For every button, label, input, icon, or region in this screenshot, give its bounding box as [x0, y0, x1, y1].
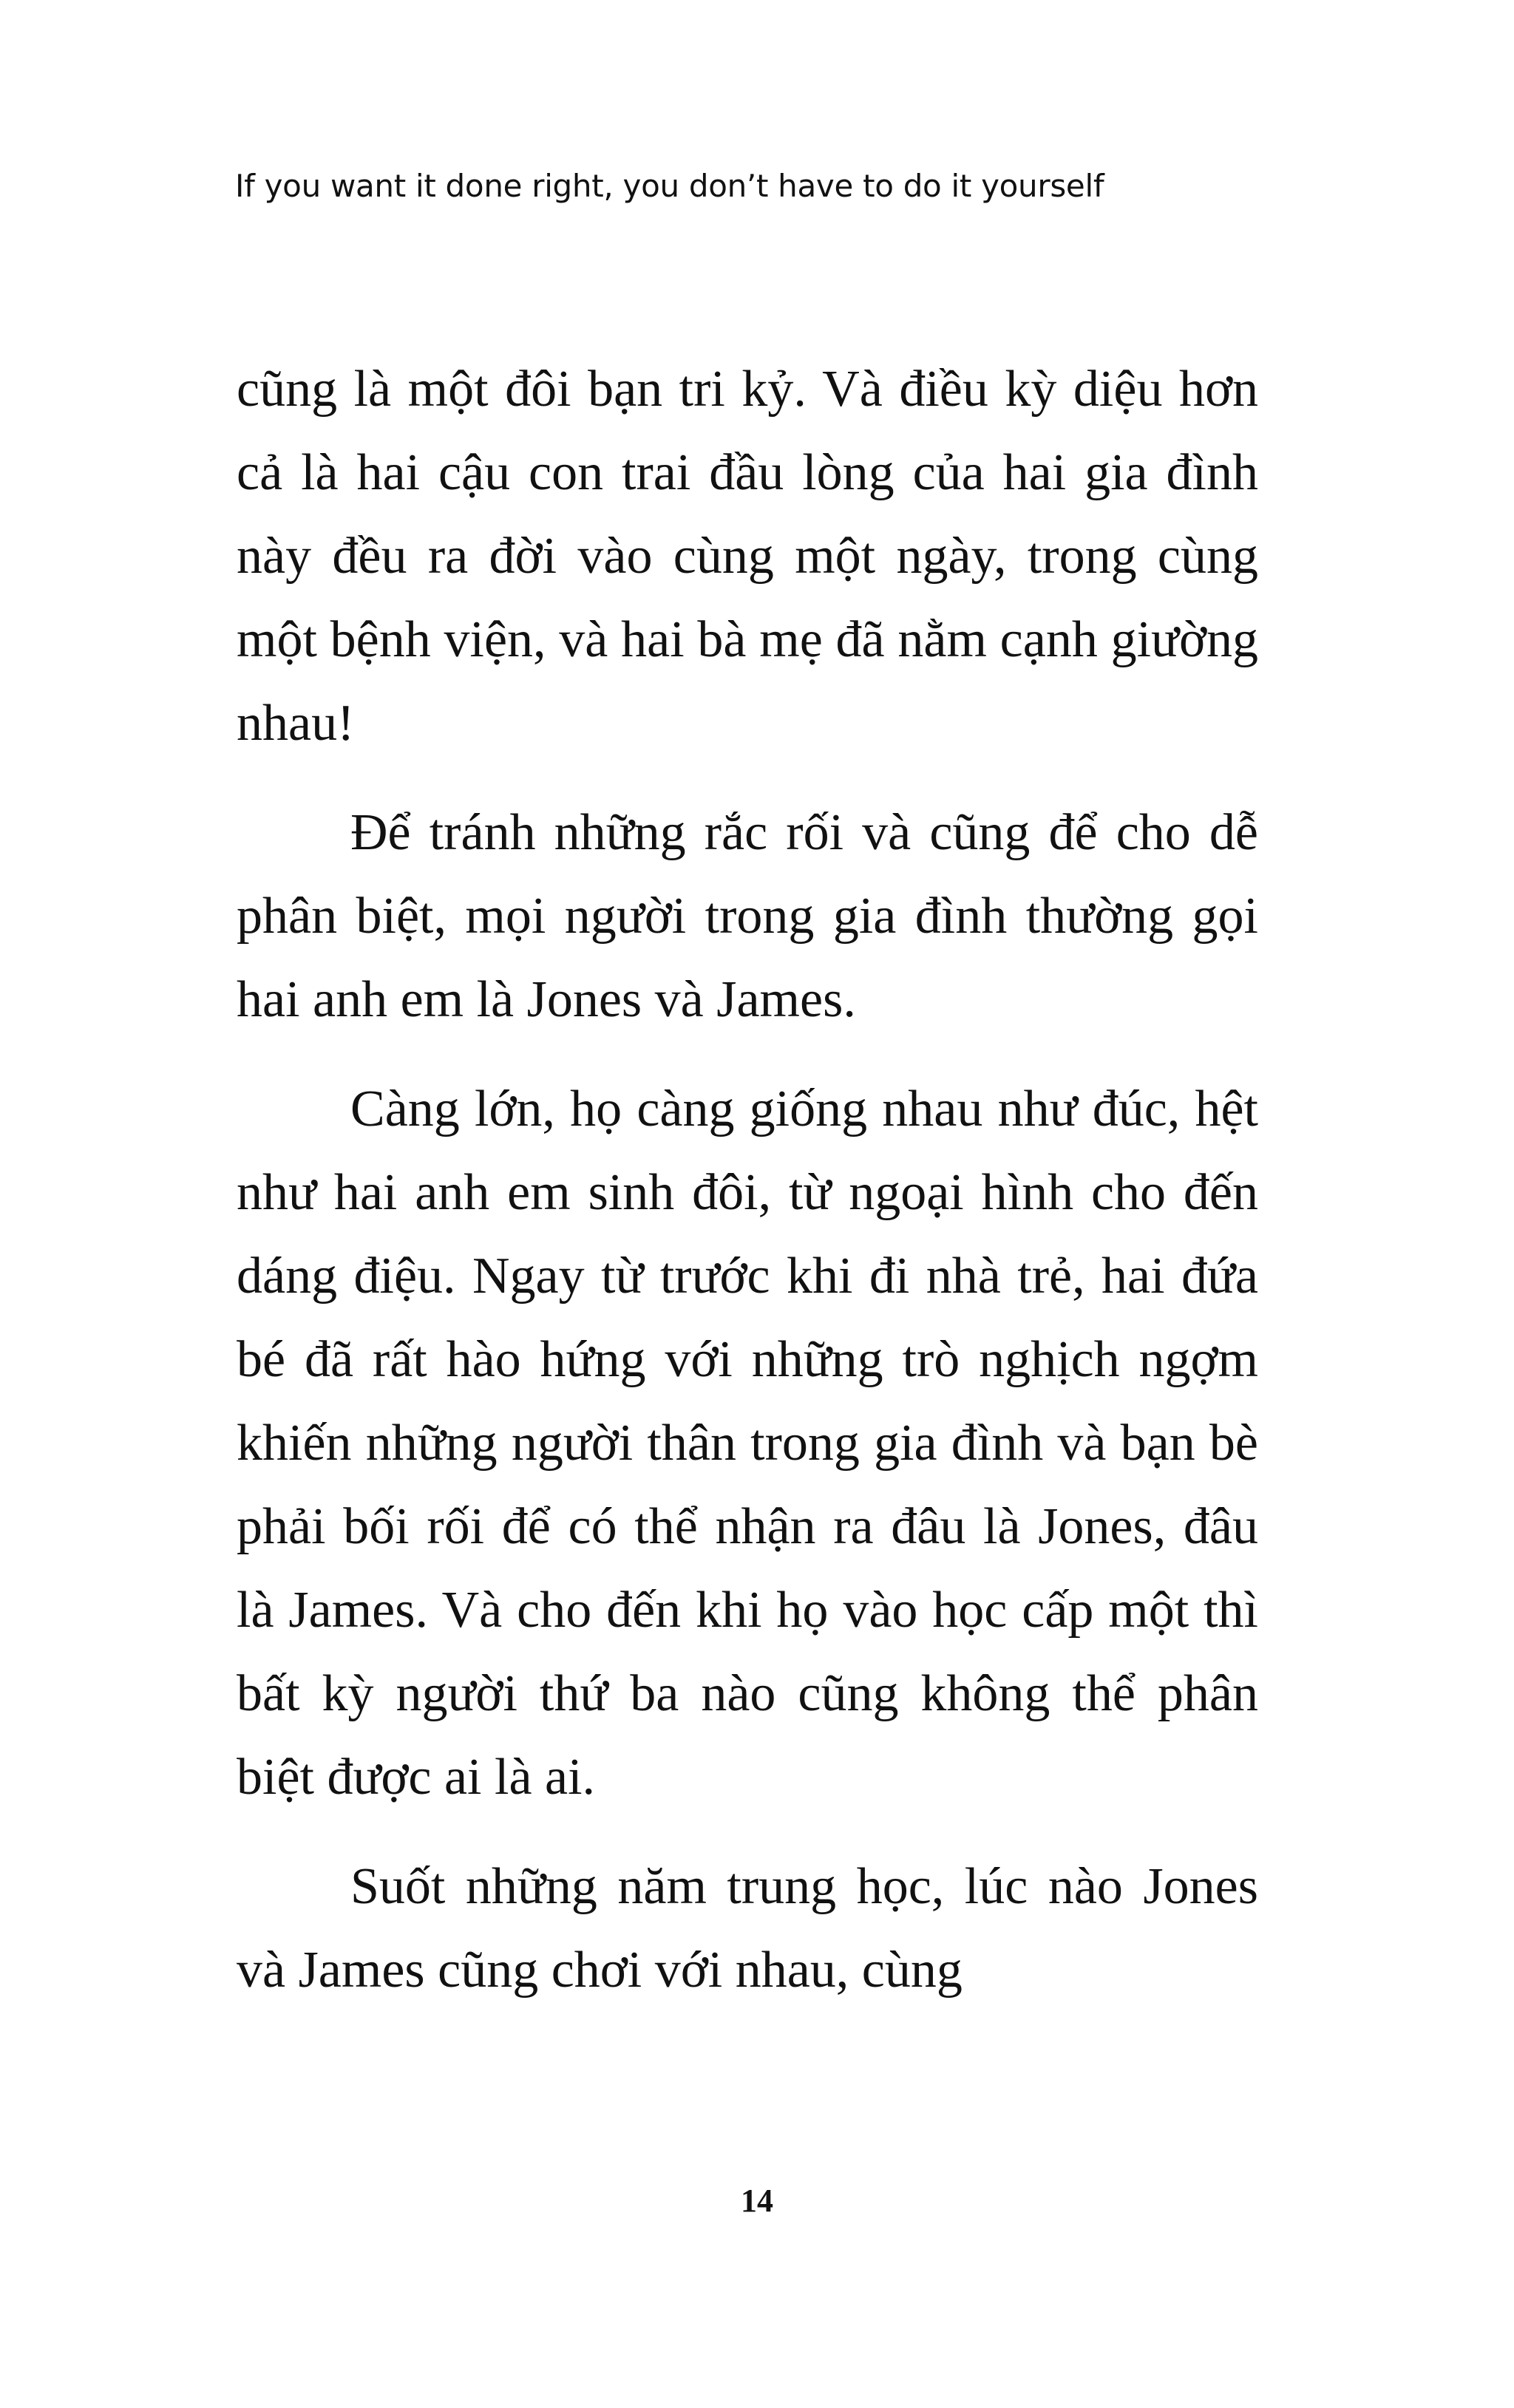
paragraph-1: cũng là một đôi bạn tri kỷ. Và điều kỳ diệu hơn cả là hai cậu con trai đầu lòng của hai gia đình này đều ra đời vào cùng một ngày, trong cùng một bệnh viện, và hai bà mẹ đã nằm cạnh giường nhau! — [237, 361, 1258, 752]
paragraph-4: Suốt những năm trung học, lúc nào Jones và James cũng chơi với nhau, cùng — [237, 1858, 1258, 1999]
body-text — [237, 347, 1258, 2038]
running-header: If you want it done right, you don’t have to do it yourself — [235, 168, 1104, 204]
paragraph-3: Càng lớn, họ càng giống nhau như đúc, hệt như hai anh em sinh đôi, từ ngoại hình cho đến dáng điệu. Ngay từ trước khi đi nhà trẻ, hai đứa bé đã rất hào hứng với những trò nghịch ngợm khiến những người thân trong gia đình và bạn bè phải bối rối để có thể nhận ra đâu là Jones, đâu là James. Và cho đến khi họ vào học cấp một thì bất kỳ người thứ ba nào cũng không thể phân biệt được ai là ai. — [237, 1081, 1258, 1806]
page-number: 14 — [741, 2183, 773, 2219]
paragraph-2: Để tránh những rắc rối và cũng để cho dễ phân biệt, mọi người trong gia đình thường gọi hai anh em là Jones và James. — [237, 804, 1258, 1028]
